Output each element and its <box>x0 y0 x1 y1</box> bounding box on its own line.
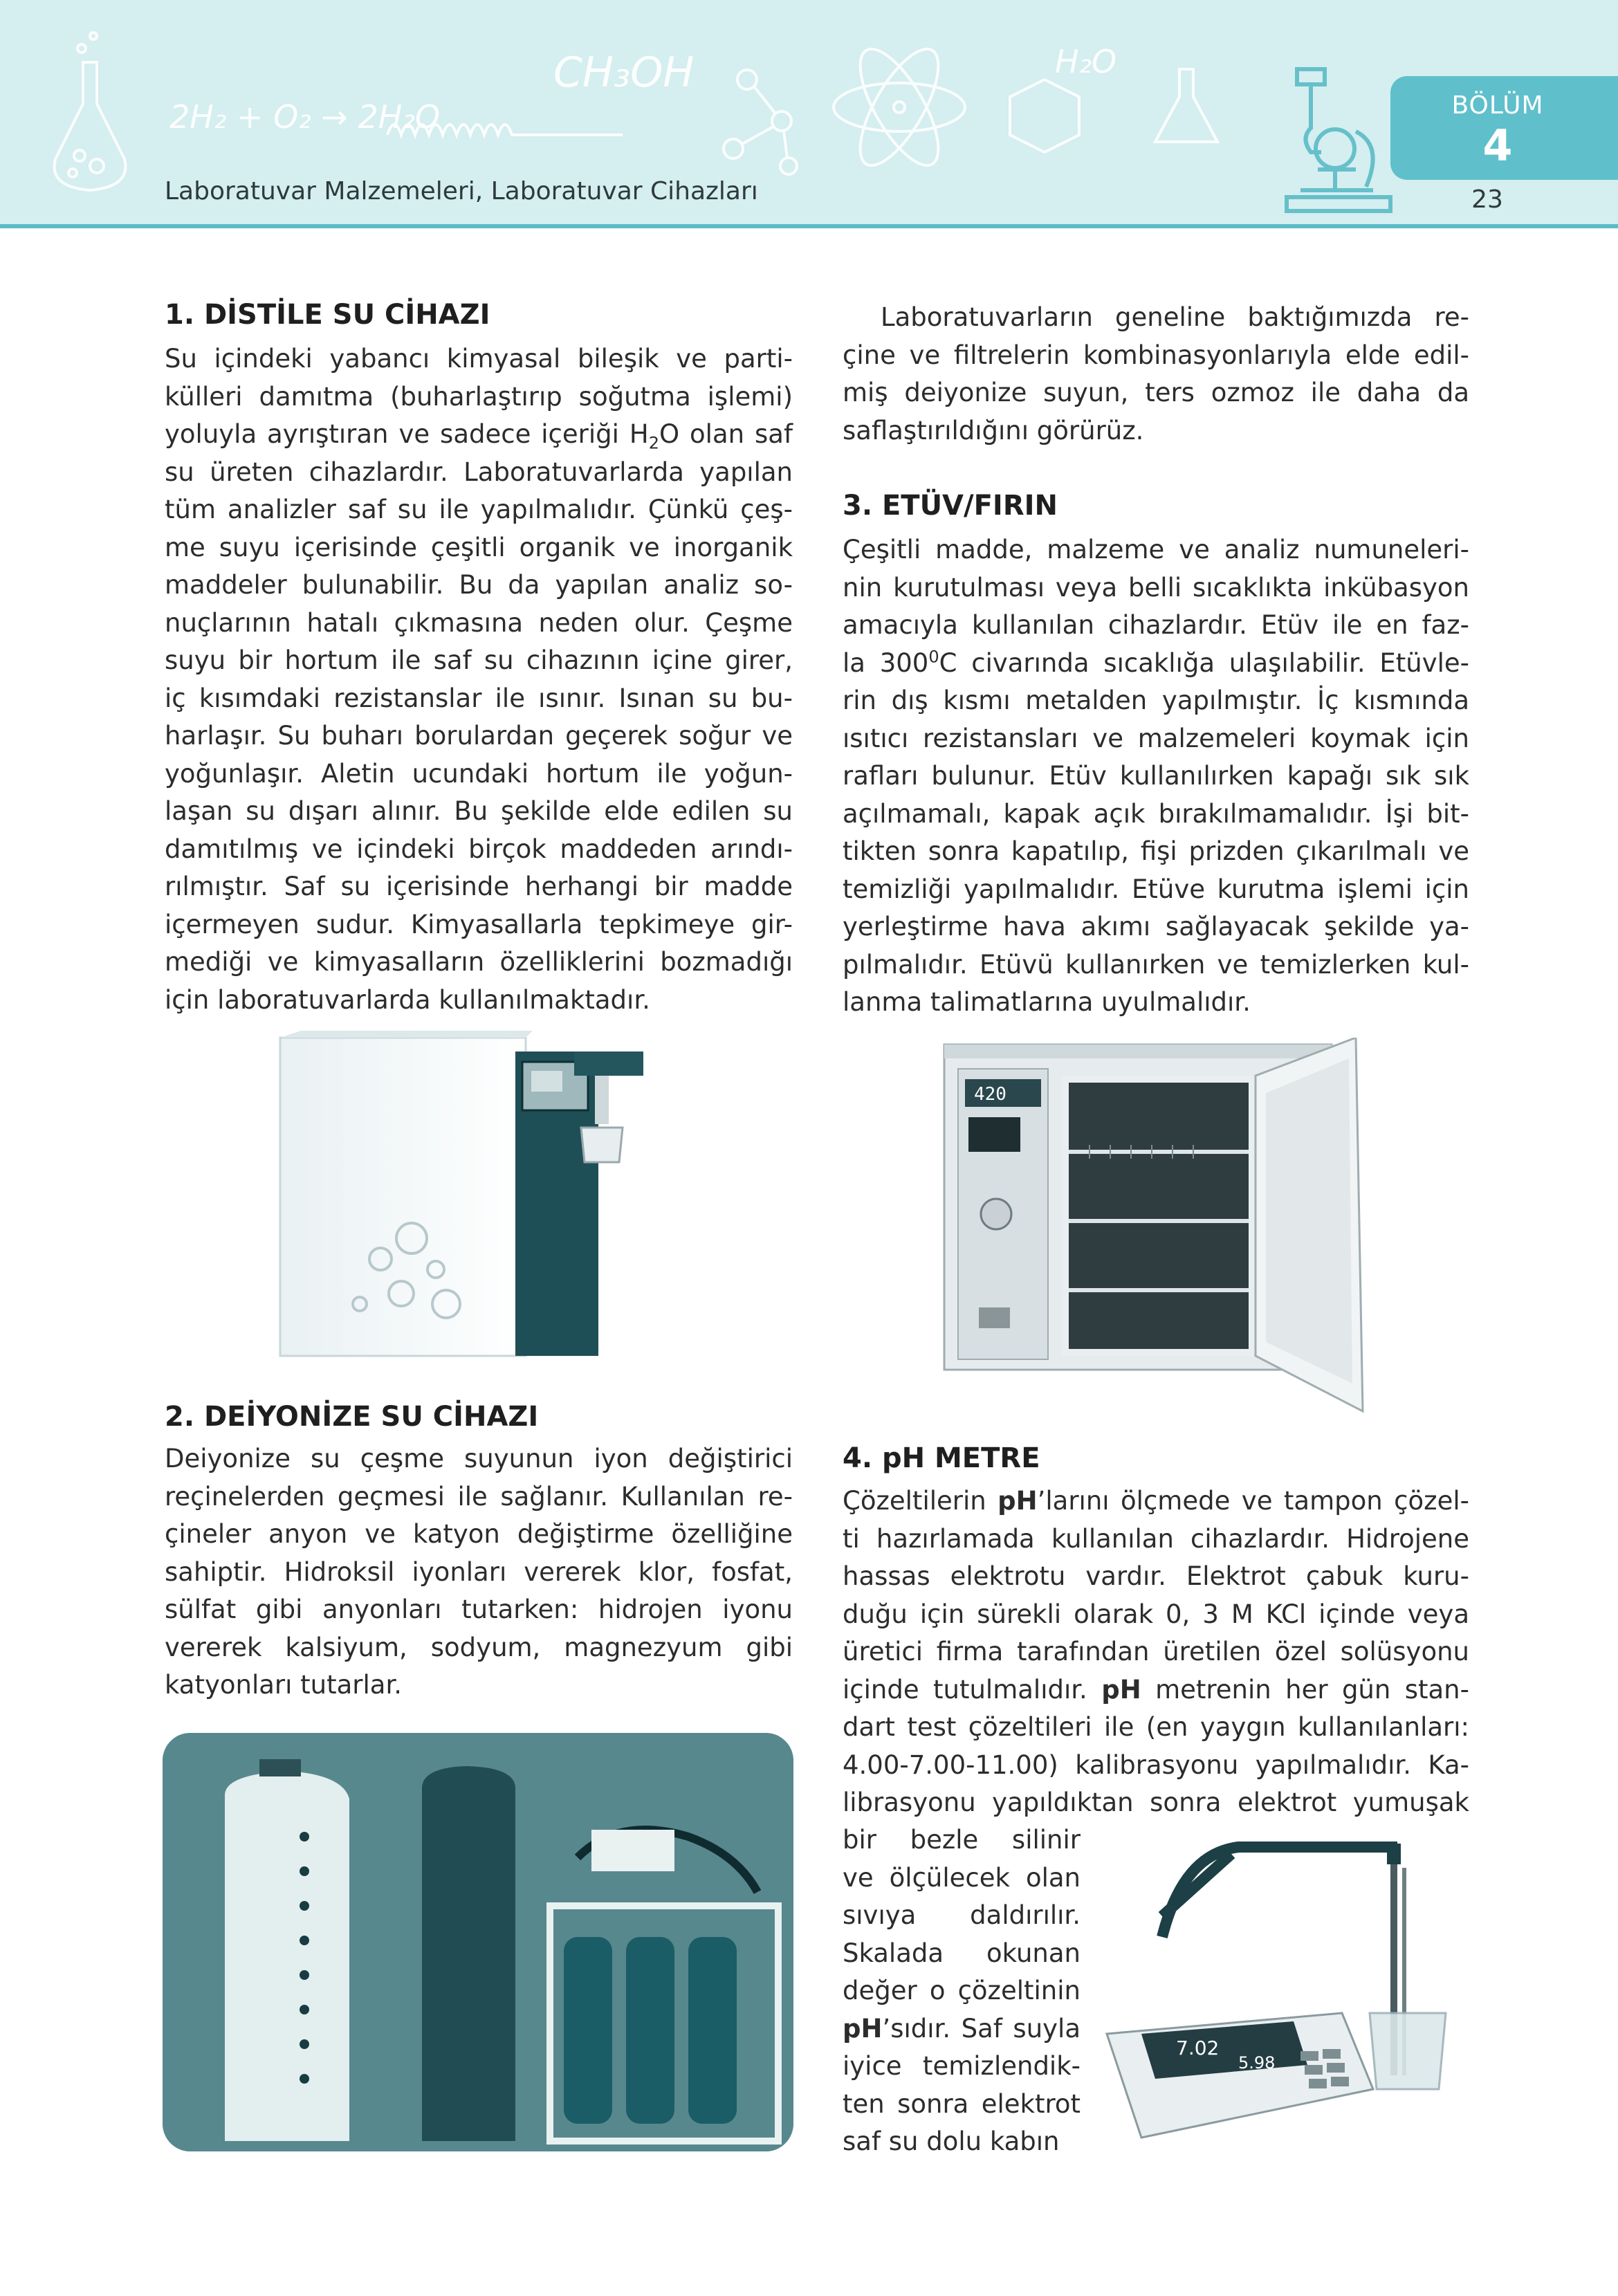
text-line: yerleştirme hava akımı sağlayacak şekilde ya- <box>843 912 1469 942</box>
text-line: lanma talimatlarına uyulmalıdır. <box>843 987 1251 1017</box>
text-line: su üreten cihazlardır. Laboratuvarlarda yapılan <box>165 457 793 487</box>
section-heading-ph-metre: 4. pH METRE <box>843 1442 1040 1474</box>
text-line: Deiyonize su çeşme suyunun iyon değiştirici <box>165 1444 793 1473</box>
text-fragment: ’sıdır. Saf suyla <box>882 2013 1081 2044</box>
superscript: 0 <box>928 647 939 667</box>
text-line: tüm analizler saf su ile yapılmalıdır. Çünkü çeş- <box>165 495 793 524</box>
text-fragment: içinde tutulmalıdır. <box>843 1674 1102 1705</box>
text-line: çineler anyon ve katyon değiştirme özelliğine <box>165 1519 793 1549</box>
text-line <box>843 645 1469 683</box>
text-line: maddeler bulunabilir. Bu da yapılan analiz so- <box>165 570 793 600</box>
text-line: iyice temizlendik- <box>843 2051 1081 2081</box>
text-line <box>843 2010 1081 2048</box>
formula-water-synthesis: 2H₂ + O₂ → 2H₂O <box>169 98 441 136</box>
text-line: külleri damıtma (buharlaştırıp soğutma işlemi) <box>165 381 793 412</box>
text-line: 4.00-7.00-11.00) kalibrasyonu yapılmalıdır. Ka- <box>843 1749 1469 1780</box>
ph-meter-reading-2: 5.98 <box>1238 2053 1276 2073</box>
text-line: nuçlarının hatalı çıkmasına neden olur. Çeşme <box>165 607 793 638</box>
subscript: 2 <box>648 433 659 453</box>
section-heading-deiyonize: 2. DEİYONİZE SU CİHAZI <box>165 1401 539 1433</box>
section-text-ph-metre-narrow <box>843 1821 1081 2161</box>
text-line: dart test çözeltileri ile (en yaygın kullanılanları: <box>843 1712 1469 1742</box>
text-line: içermeyen sudur. Kimyasallarla tepkimeye gir- <box>165 909 793 939</box>
text-line: saf su dolu kabın <box>843 2127 1060 2156</box>
text-fragment: metrenin her gün stan- <box>1141 1674 1469 1705</box>
formula-methanol: CH₃OH <box>553 48 695 97</box>
text-line: yoğunlaşır. Aletin ucundaki hortum ile yoğun- <box>165 758 793 789</box>
text-line: librasyonu yapıldıktan sonra elektrot yumuşak <box>843 1788 1469 1817</box>
text-line: çine ve filtrelerin kombinasyonlarıyla elde edil- <box>843 340 1469 370</box>
laboratory-oven-photo <box>941 1038 1383 1429</box>
text-line: ve ölçülecek olan <box>843 1862 1081 1893</box>
text-fragment: O olan saf <box>659 419 793 449</box>
ph-meter-photo <box>1100 1826 1467 2151</box>
text-line: amacıyla kullanılan cihazlardır. Etüv ile en faz- <box>843 610 1469 640</box>
text-line: laşan su dışarı alınır. Bu şekilde elde edilen su <box>165 796 793 826</box>
text-line: için laboratuvarlarda kullanılmaktadır. <box>165 984 650 1015</box>
oven-display-readout: 420 <box>974 1084 1006 1105</box>
text-line: ten sonra elektrot <box>843 2088 1081 2119</box>
text-line: katyonları tutarlar. <box>165 1670 403 1700</box>
text-line: miş deiyonize suyun, ters ozmoz ile daha da <box>843 378 1469 407</box>
section-heading-etuv: 3. ETÜV/FIRIN <box>843 490 1058 522</box>
text-line: değer o çözeltinin <box>843 1976 1081 2005</box>
section-heading-distile: 1. DİSTİLE SU CİHAZI <box>165 299 490 331</box>
text-line: sahiptir. Hidroksil iyonları vererek klor, fosfat, <box>165 1556 793 1587</box>
chapter-number: 4 <box>1482 120 1513 171</box>
text-fragment: yoluyla ayrıştıran ve sadece içeriği H <box>165 419 649 449</box>
text-line: rafları bulunur. Etüv kullanılırken kapağı sık sık <box>843 761 1469 791</box>
text-line: tikten sonra kapatılıp, fişi prizden çıkarılmalı ve <box>843 836 1469 866</box>
text-line: duğu için sürekli olarak 0, 3 M KCl içinde veya <box>843 1599 1469 1629</box>
text-line: reçinelerden geçmesi ile sağlanır. Kullanılan re- <box>165 1481 793 1512</box>
text-line: sülfat gibi anyonları tutarken: hidrojen iyonu <box>165 1595 793 1624</box>
section-text-deiyonize <box>165 1440 793 1705</box>
text-line: rılmıştır. Saf su içerisinde herhangi bir madde <box>165 872 793 901</box>
chapter-tab <box>1390 76 1618 180</box>
text-line: Çeşitli madde, malzeme ve analiz numuneleri- <box>843 535 1469 564</box>
chapter-title: Laboratuvar Malzemeleri, Laboratuvar Cihazları <box>165 177 758 205</box>
text-line: Su içindeki yabancı kimyasal bileşik ve parti- <box>165 344 793 374</box>
section-text-distile <box>165 340 793 1019</box>
distilled-water-device-photo <box>270 1031 699 1377</box>
text-line <box>843 1482 1469 1521</box>
ph-bold: pH <box>843 2013 883 2044</box>
text-fragment: ’larını ölçmede ve tampon çözel- <box>1037 1486 1469 1516</box>
ph-bold: pH <box>998 1486 1038 1516</box>
text-line: açılmamalı, kapak açık bırakılmamalıdır. İşi bit- <box>843 798 1469 829</box>
text-line: damıtılmış ve içindeki birçok maddeden arındı- <box>165 834 793 864</box>
text-fragment: Çözeltilerin <box>843 1486 998 1516</box>
text-line: saflaştırıldığını görürüz. <box>843 415 1144 446</box>
text-line: harlaşır. Su buharı borulardan geçerek soğur ve <box>165 721 793 751</box>
text-line: hassas elektrotu vardır. Elektrot çabuk kuru- <box>843 1561 1469 1591</box>
section-text-etuv <box>843 531 1469 1022</box>
text-line: ti hazırlamada kullanılan cihazlardır. Hidrojene <box>843 1523 1469 1554</box>
text-line: Laboratuvarların geneline baktığımızda re- <box>881 302 1469 332</box>
chapter-label: BÖLÜM <box>1451 91 1544 120</box>
deionized-water-system-photo <box>163 1733 793 2151</box>
text-line: Skalada okunan <box>843 1938 1081 1968</box>
text-line: vererek kalsiyum, sodyum, magnezyum gibi <box>165 1632 793 1662</box>
text-line: bir bezle silinir <box>843 1825 1081 1855</box>
text-line: nin kurutulması veya belli sıcaklıkta inkübasyon <box>843 572 1469 603</box>
ph-bold: pH <box>1101 1674 1141 1705</box>
text-fragment: la 300 <box>843 648 929 678</box>
ph-meter-reading-1: 7.02 <box>1176 2037 1220 2059</box>
text-line: sıvıya daldırılır. <box>843 1900 1081 1930</box>
page-number: 23 <box>1471 185 1503 214</box>
text-line <box>165 416 793 454</box>
text-line: pılmalıdır. Etüvü kullanırken ve temizlerken kul- <box>843 949 1469 980</box>
text-line: ısıtıcı rezistansları ve malzemeleri koymak için <box>843 723 1469 753</box>
text-line: iç kısımdaki rezistanslar ile ısınır. Isınan su bu- <box>165 683 793 713</box>
intro-text-ters-ozmoz <box>843 299 1469 450</box>
text-line: suyu bir hortum ile saf su cihazının içine girer, <box>165 645 793 675</box>
text-line: me suyu içerisinde çeşitli organik ve inorganik <box>165 532 793 562</box>
text-line: rin dış kısmı metalden yapılmıştır. İç kısmında <box>843 686 1469 715</box>
text-fragment: C civarında sıcaklığa ulaşılabilir. Etüvle- <box>939 648 1469 678</box>
section-text-ph-metre <box>843 1482 1469 1822</box>
header-underline <box>0 224 1618 228</box>
text-line: üretici firma tarafından üretilen özel solüsyonu <box>843 1637 1469 1666</box>
text-line <box>843 1671 1469 1709</box>
text-line: mediği ve kimyasalların özelliklerini bozmadığı <box>165 947 793 977</box>
text-line: temizliği yapılmalıdır. Etüve kurutma işlemi için <box>843 874 1469 904</box>
formula-water: H₂O <box>1055 43 1117 80</box>
